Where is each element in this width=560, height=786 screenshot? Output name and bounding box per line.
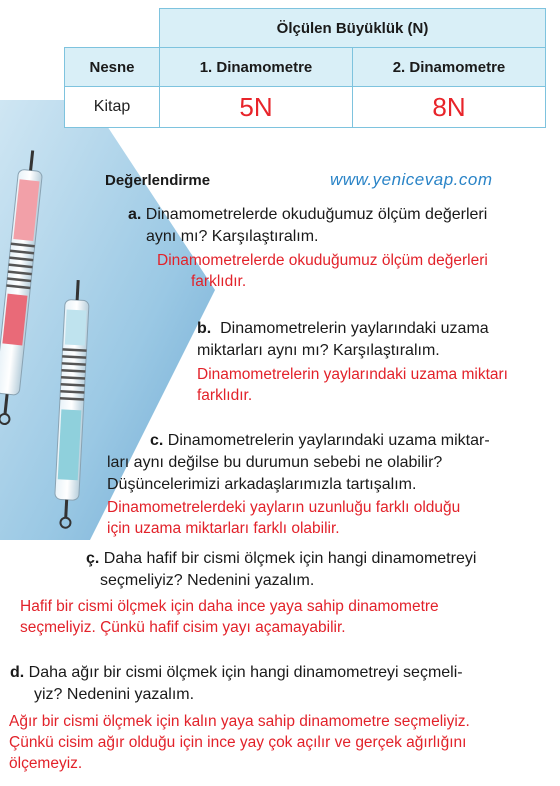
table-header-dyn1: 1. Dinamometre — [160, 48, 353, 87]
answer-text: farklıdır. — [197, 387, 253, 404]
answer-text: Hafif bir cismi ölçmek için daha ince yaya sahip dinamometre — [20, 598, 439, 615]
question-text: Dinamometrelerin yaylarındaki uzama miktar- — [167, 432, 490, 449]
question-text: Daha hafif bir cismi ölçmek için hangi dinamometreyi — [103, 550, 477, 567]
question-letter: c. — [150, 432, 164, 449]
question-text: Dinamometrelerin yaylarındaki uzama — [220, 320, 489, 337]
question-c-cont — [107, 452, 557, 496]
measurement-table — [64, 8, 546, 128]
table-header-dyn2: 2. Dinamometre — [353, 48, 546, 87]
question-text: seçmeliyiz? Nedenini yazalım. — [100, 572, 315, 589]
table-group-header: Ölçülen Büyüklük (N) — [160, 9, 546, 48]
answer-text: seçmeliyiz. Çünkü hafif cisim yayı açamayabilir. — [20, 619, 346, 636]
answer-text: Dinamometrelerdeki yayların uzunluğu farklı olduğu — [107, 499, 461, 516]
section-title: Değerlendirme — [105, 172, 211, 189]
answer-text: ölçemeyiz. — [9, 755, 83, 772]
table-row — [65, 87, 546, 128]
question-text: Düşüncelerimizi arkadaşlarımızla tartışalım. — [107, 476, 417, 493]
answer-text: farklıdır. — [191, 273, 247, 290]
answer-a — [157, 250, 488, 292]
question-text: aynı mı? Karşılaştıralım. — [146, 228, 319, 245]
question-letter: ç. — [86, 550, 100, 567]
table-header-object: Nesne — [65, 48, 160, 87]
table-cell-dyn2: 8N — [353, 87, 546, 128]
answer-b — [197, 364, 508, 406]
answer-text: Dinamometrelerin yaylarındaki uzama miktarı — [197, 366, 508, 383]
question-cc — [86, 548, 556, 592]
watermark: www.yenicevap.com — [330, 170, 493, 189]
question-text: Dinamometrelerde okuduğumuz ölçüm değerleri — [145, 206, 488, 223]
answer-text: Dinamometrelerde okuduğumuz ölçüm değerleri — [157, 252, 488, 269]
question-c — [150, 430, 554, 452]
question-b — [197, 318, 555, 362]
question-letter: b. — [197, 320, 212, 337]
answer-c — [107, 497, 460, 539]
answer-d — [9, 711, 470, 774]
answer-cc — [20, 596, 439, 638]
question-letter: a. — [128, 206, 142, 223]
question-d — [10, 662, 550, 706]
table-cell-dyn1: 5N — [160, 87, 353, 128]
question-text: Daha ağır bir cismi ölçmek için hangi dinamometreyi seçmeli- — [28, 664, 463, 681]
question-text: yiz? Nedenini yazalım. — [34, 686, 195, 703]
answer-text: için uzama miktarları farklı olabilir. — [107, 520, 340, 537]
question-a — [128, 204, 558, 248]
table-cell-object: Kitap — [65, 87, 160, 128]
answer-text: Ağır bir cismi ölçmek için kalın yaya sahip dinamometre seçmeliyiz. — [9, 713, 470, 730]
answer-text: Çünkü cisim ağır olduğu için ince yay çok açılır ve gerçek ağırlığını — [9, 734, 467, 751]
table-corner — [65, 9, 160, 48]
question-letter: d. — [10, 664, 25, 681]
question-text: ları aynı değilse bu durumun sebebi ne olabilir? — [107, 454, 443, 471]
question-text: miktarları aynı mı? Karşılaştıralım. — [197, 342, 440, 359]
